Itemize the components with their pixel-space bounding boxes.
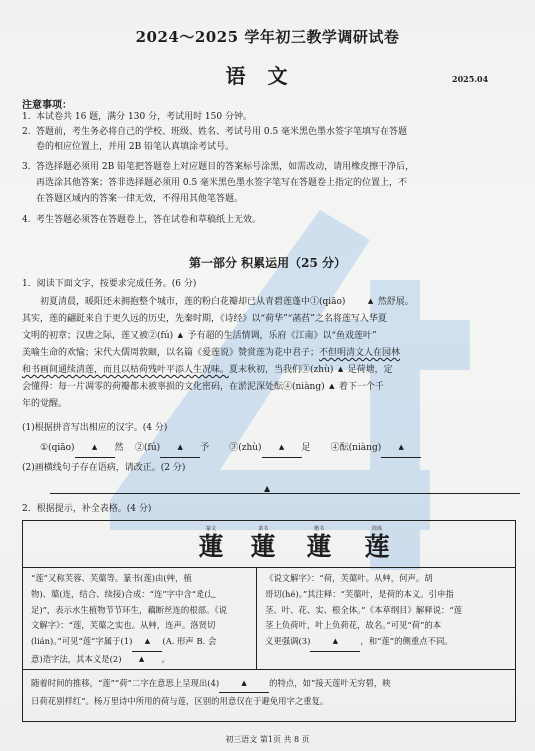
glyph-clerical: 隶书 蓮 bbox=[250, 526, 276, 561]
reading-line: 年的觉醒。 bbox=[22, 399, 68, 409]
subquestion-2: (2)画横线句子存在语病，请改正。(2 分) bbox=[22, 463, 186, 473]
notice-item: 1. 本试卷共 16 题，满分 130 分，考试用时 150 分钟。 bbox=[22, 112, 252, 122]
answer-blank[interactable]: ▲ bbox=[219, 675, 269, 693]
notice-item: 再选涂其他答案；答非选择题必须用 0.5 毫米黑色墨水签字笔写在答题卷上指定的位置上，不 bbox=[36, 178, 408, 188]
glyph-regular: 楷书 蓮 bbox=[306, 526, 332, 561]
notice-heading: 注意事项： bbox=[22, 100, 72, 111]
triangle-marker-icon: ▲ bbox=[363, 297, 378, 305]
triangle-marker-icon: ▲ bbox=[324, 382, 339, 390]
part-one-heading: 第一部分 积累运用（25 分） bbox=[188, 256, 347, 270]
reading-line: 初夏清晨，暖阳还未拥抱整个城市，莲的粉白花瓣却已从青碧莲蓬中①(qiāo) ▲ 然舒展。 bbox=[22, 294, 516, 311]
subject-title: 语文 bbox=[225, 64, 310, 88]
glyph-row bbox=[23, 521, 515, 568]
question-2-prompt: 2．根据提示，补全表格。(4 分) bbox=[22, 504, 152, 514]
reading-line: 文明的初章；汉唐之际，莲又被②(fú) ▲ 予有超的生活情调，乐府《江南》以“鱼戏莲叶” bbox=[22, 328, 516, 345]
reading-line: 其实，莲的翩跹来自于更久远的历史，先秦时期，《诗经》以“荷华”“菡萏”之名将莲写入华夏 bbox=[22, 314, 387, 324]
answer-blank[interactable]: ▲ bbox=[75, 440, 115, 458]
triangle-marker-icon: ▲ bbox=[173, 331, 188, 339]
reading-line: 和书画间通续清莲，而且以枯荷残叶平添人生况味。夏末秋初，当我们③(zhù) ▲ 足荷塘，定 bbox=[22, 362, 516, 379]
triangle-marker-icon: ▲ bbox=[333, 365, 348, 373]
notice-item: 卷的相应位置上，并用 2B 铅笔认真填涂考试号。 bbox=[36, 142, 235, 152]
answer-blank[interactable]: ▲ bbox=[132, 634, 162, 652]
summary-cell: 随着时间的推移，“莲”“荷”二字在意思上呈现出(4) ▲ 的特点，如“接天莲叶无穷碧，映 日荷花别样红”。杨万里诗中所用的荷与莲，区别的用意仅在于避免用字之重复。 bbox=[23, 669, 515, 721]
answer-blank[interactable]: ▲ bbox=[310, 634, 360, 652]
question-1-prompt: 1．阅读下面文字，按要求完成任务。(6 分) bbox=[22, 279, 197, 289]
glyph-seal: 篆文 蓮 bbox=[198, 526, 224, 561]
answer-blank[interactable]: ▲ bbox=[122, 652, 162, 670]
answer-blank[interactable]: ▲ bbox=[381, 440, 421, 458]
notice-item: 3. 答选择题必须用 2B 铅笔把答题卷上对应题目的答案标号涂黑，如需改动，请用橡皮擦干净后， bbox=[22, 162, 415, 172]
exam-date: 2025.04 bbox=[452, 74, 489, 84]
pinyin-answer-row: ①(qiāo) ▲ 然 ②(fú) ▲ 予 ③(zhù) ▲ 足 ④酝(niàng) ▲ bbox=[40, 440, 516, 458]
lian-explanation-cell: “莲”又称芙蓉、芙蕖等。篆书(莲)由(艸，植 物)、蕖(连，结合、续接)合成：“连”字中含“辵(辶 足)”，表示水生植物节节环生，藕断丝连的根部。《说 文解字》：“莲，芙蕖之实也。从艸，连声。洛贤切 (lián)。”可见“莲”字属于(1) ▲ (A. 形声 B. 会 意)造字法，其本义是(2) ▲ 。 bbox=[23, 567, 257, 669]
answer-blank[interactable]: ▲ bbox=[262, 440, 302, 458]
notice-item: 在答题区域内的答案一律无效，不得用其他笔答题。 bbox=[36, 194, 244, 204]
answer-blank[interactable]: ▲ bbox=[160, 440, 200, 458]
page-footer: 初三语文 第1页 共 8 页 bbox=[225, 735, 310, 744]
subquestion-1: (1)根据拼音写出相应的汉字。(4 分) bbox=[22, 423, 168, 433]
evolution-table bbox=[22, 520, 516, 722]
triangle-marker-icon: ▲ bbox=[264, 484, 271, 493]
notice-item: 2. 答题前，考生务必将自己的学校、班级、姓名、考试号用 0.5 毫米黑色墨水签字笔填写在答题 bbox=[22, 127, 408, 137]
exam-title: 2024～2025 学年初三教学调研试卷 bbox=[135, 28, 400, 46]
answer-line[interactable] bbox=[50, 493, 520, 494]
glyph-simplified: 简体 莲 bbox=[364, 526, 390, 561]
he-explanation-cell: 《说文解字》：“荷，芙蕖叶。从艸，何声。胡 哥切(hé)。”其注释：“芙蕖叶，是荷的本义。引申指 茎、叶、花、实、根全体。”《本草纲目》解释说：“莲 茎上负荷叶，叶上负荷花，故名。”可见“荷”的本 义更强调(3) ▲ ，和“莲”的侧重点不同。 bbox=[257, 567, 515, 669]
reading-line: 美喻生命的欢愉；宋代大儒周敦颐，以名篇《爱莲说》赞赏莲为花中君子；不但明清文人在园林 bbox=[22, 348, 401, 358]
reading-line: 会懂得：每一片凋零的荷瓣都未被辜损的文化密码，在淤泥深处酝④(niàng) ▲ 着下一个千 bbox=[22, 379, 516, 396]
notice-item: 4. 考生答题必须答在答题卷上，答在试卷和草稿纸上无效。 bbox=[22, 215, 262, 225]
